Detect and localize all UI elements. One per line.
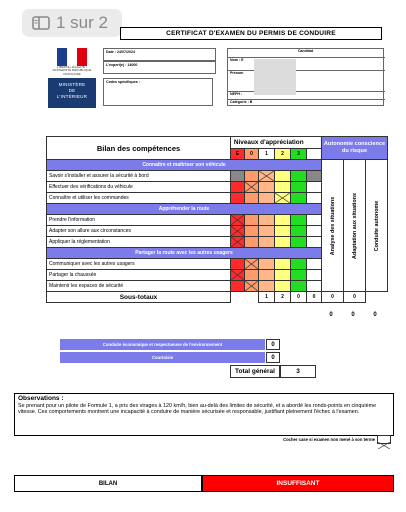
sous-total-value: 0 — [291, 292, 307, 303]
competence-row-label: Effectuer des vérifications du véhicule — [47, 182, 231, 193]
competence-table — [46, 136, 388, 303]
expert-label: L'expert(e) : 14000 — [106, 63, 138, 67]
competence-row-label: Savoir s'installer et assurer la sécurité à bord — [47, 171, 231, 182]
competence-row-label: Appliquer la réglementation — [47, 237, 231, 248]
level-3: 3 — [291, 149, 307, 160]
ministry-line-1: MINISTÈRE — [58, 82, 86, 87]
cross-mark-icon — [259, 171, 275, 182]
cross-mark-icon — [378, 442, 390, 449]
level-0: 0 — [245, 149, 259, 160]
sous-total-value: 0 — [322, 292, 344, 303]
eco-value: 0 — [266, 339, 280, 350]
candidate-heading: Candidat — [297, 49, 314, 53]
observations-title: Observations : — [18, 395, 64, 402]
competence-row-label: Partager la chaussée — [47, 270, 231, 281]
eco-label: Conduite économique et respectueuse de l'environnement — [60, 339, 265, 350]
analyse-column — [322, 160, 344, 292]
expert-box — [103, 61, 216, 74]
autonomie-title: Autonomie conscience du risque — [322, 137, 388, 160]
competence-row-label: Prendre l'information — [47, 215, 231, 226]
neph-label: NEPH : — [230, 92, 243, 96]
redacted-name-block — [254, 59, 296, 95]
sous-total-value: 0 — [307, 292, 322, 303]
marianne-flag-icon — [57, 48, 87, 66]
candidate-box — [227, 48, 384, 106]
incomplete-exam-checkbox[interactable] — [377, 435, 391, 444]
autonomie-value: 0 — [320, 310, 342, 321]
sous-totaux-label: Sous-totaux — [47, 292, 231, 303]
bilan-title: Bilan des compétences — [47, 137, 231, 160]
codes-box — [103, 78, 213, 106]
date-box — [103, 48, 216, 61]
codes-label: Codes spécifiques : — [106, 80, 140, 84]
courtoisie-value: 0 — [266, 352, 280, 363]
courtoisie-label: Courtoisie — [60, 352, 265, 363]
cross-mark-icon — [231, 237, 245, 248]
incomplete-exam-label: Cocher case si examen non mené à son terme — [283, 437, 375, 442]
cross-mark-icon — [245, 259, 259, 270]
page-indicator — [22, 9, 122, 37]
competence-row-label: Communiquer avec les autres usagers — [47, 259, 231, 270]
competence-row-label: Connaître et utiliser les commandes — [47, 193, 231, 204]
competence-row-label: Maintenir les espaces de sécurité — [47, 281, 231, 292]
conduite-label: Conduite autonome — [373, 200, 380, 251]
categorie-label: Catégorie : B — [230, 100, 253, 104]
cross-mark-icon — [275, 193, 291, 204]
autonomie-value: 0 — [342, 310, 364, 321]
page-indicator-text: 1 sur 2 — [56, 13, 108, 32]
ministry-block — [48, 78, 96, 108]
bilan-label: BILAN — [14, 475, 202, 492]
ministry-line-3: L'INTÉRIEUR — [56, 94, 88, 99]
ministry-line-2: DE — [68, 88, 76, 93]
maintenir-autonomie-values — [320, 310, 386, 321]
cross-mark-icon — [245, 182, 259, 193]
conduite-column — [366, 160, 388, 292]
competence-row-label: Adapter son allure aux circonstances — [47, 226, 231, 237]
observations-box — [14, 393, 394, 436]
date-label: Date : 24/07/2024 — [106, 50, 135, 54]
section-header: Appréhender la route — [47, 204, 322, 215]
result-badge: INSUFFISANT — [202, 475, 394, 492]
level-e: E — [231, 149, 245, 160]
adaptation-column — [344, 160, 366, 292]
total-label: Total général — [230, 365, 280, 378]
logo-motto: LIBERTÉ • ÉGALITÉ • FRATERNITÉ RÉPUBLIQUE FRANÇAISE — [52, 65, 92, 76]
cross-mark-icon — [231, 215, 245, 226]
sous-total-value: 2 — [275, 292, 291, 303]
sous-total-value: 1 — [259, 292, 275, 303]
page-icon — [32, 16, 50, 30]
cross-mark-icon — [231, 270, 245, 281]
observations-text: Se prenant pour un pilote de Formule 1, a pris des virages à 120 km/h, bien au-delà des limites de sécurité, et a abordé les ronds-points en cinquième vitesse. Ces comportements montrent une incapacité à conduire de manière sécurisée et responsable, justifiant pleinement l'échec à l'examen. — [18, 402, 377, 415]
section-header: Partager la route avec les autres usagers — [47, 248, 322, 259]
niveaux-title: Niveaux d'appréciation — [231, 137, 307, 149]
autonomie-value: 0 — [364, 310, 386, 321]
cross-mark-icon — [231, 226, 245, 237]
cross-mark-icon — [245, 281, 259, 292]
adaptation-label: Adaptation aux situations — [351, 192, 358, 259]
total-value: 3 — [280, 365, 316, 378]
nom-label: Nom : E — [230, 58, 244, 62]
document-title: CERTIFICAT D'EXAMEN DU PERMIS DE CONDUIRE — [120, 27, 382, 40]
sous-total-value: 0 — [344, 292, 366, 303]
section-header: Connaître et maîtriser son véhicule — [47, 160, 322, 171]
level-2: 2 — [275, 149, 291, 160]
prenom-label: Prénom — [230, 71, 244, 75]
level-1: 1 — [259, 149, 275, 160]
analyse-label: Analyse des situations — [329, 196, 336, 255]
